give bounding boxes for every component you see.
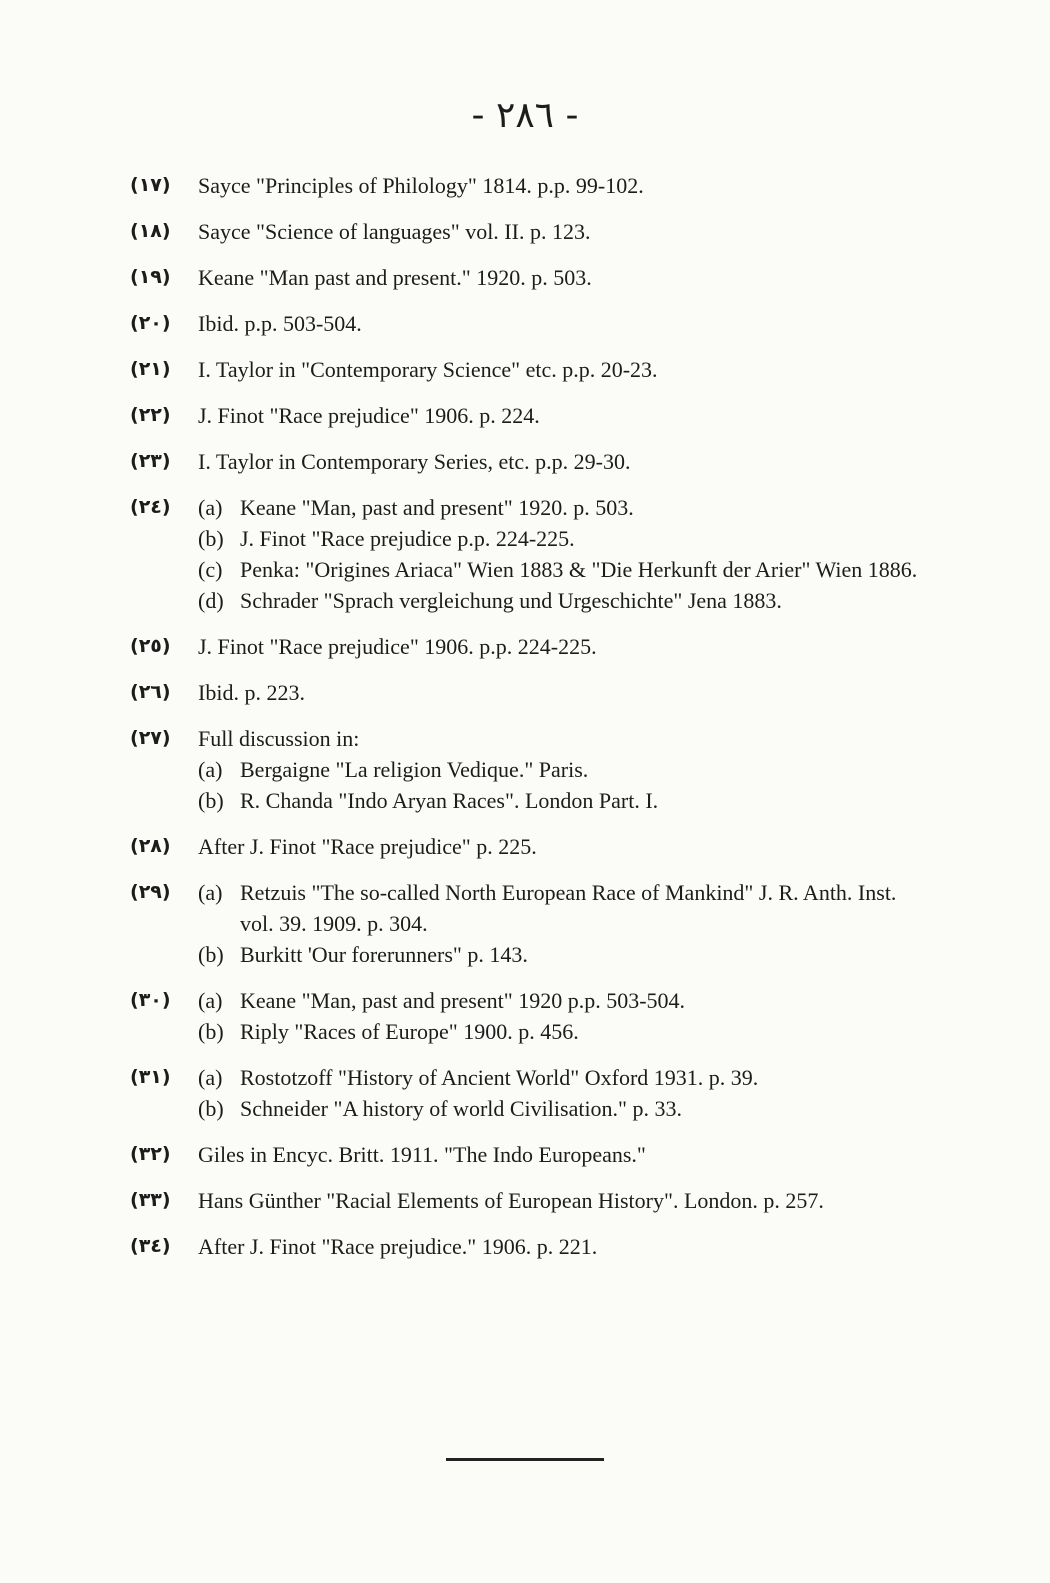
sub-item-label: (b) xyxy=(198,788,224,813)
footnote-number: (٢٥) xyxy=(130,635,171,657)
footnote-number: (٢٢) xyxy=(130,404,171,426)
sub-item-text: Riply "Races of Europe" 1900. p. 456. xyxy=(240,1019,579,1044)
footnote-item xyxy=(130,1231,930,1262)
footnote-item xyxy=(130,985,930,1047)
footnote-sub-item xyxy=(198,754,930,785)
sub-item-label: (a) xyxy=(198,988,223,1013)
footnote-sub-item xyxy=(198,492,930,523)
footnote-number: (٢١) xyxy=(130,358,171,380)
footnote-item xyxy=(130,492,930,616)
sub-item-label: (a) xyxy=(198,495,223,520)
footnote-sub-item xyxy=(198,1016,930,1047)
footnote-number: (٢٦) xyxy=(130,681,171,703)
footnote-text: J. Finot "Race prejudice" 1906. p.p. 224-225. xyxy=(198,634,597,659)
footnote-sub-item xyxy=(198,939,930,970)
sub-item-text: Keane "Man, past and present" 1920 p.p. 503-504. xyxy=(240,988,686,1013)
footnote-text: I. Taylor in "Contemporary Science" etc. p.p. 20-23. xyxy=(198,357,658,382)
footnote-text: After J. Finot "Race prejudice" p. 225. xyxy=(198,834,537,859)
footnote-item xyxy=(130,170,930,201)
footnote-sub-item xyxy=(198,585,930,616)
footnote-number: (٣٤) xyxy=(130,1235,171,1257)
footnote-item xyxy=(130,354,930,385)
sub-item-text: J. Finot "Race prejudice p.p. 224-225. xyxy=(240,526,575,551)
sub-item-text: Schneider "A history of world Civilisation." p. 33. xyxy=(240,1096,683,1121)
footnote-item xyxy=(130,1139,930,1170)
sub-item-text: Schrader "Sprach vergleichung und Urgeschichte" Jena 1883. xyxy=(240,588,782,613)
footnote-number: (٣٢) xyxy=(130,1143,171,1165)
footnote-text: Full discussion in: xyxy=(198,726,360,751)
footnote-item xyxy=(130,308,930,339)
sub-item-label: (c) xyxy=(198,557,223,582)
footnote-item xyxy=(130,677,930,708)
footnote-text: I. Taylor in Contemporary Series, etc. p.p. 29-30. xyxy=(198,449,631,474)
footnote-item xyxy=(130,631,930,662)
footnote-number: (٢٧) xyxy=(130,727,171,749)
footnote-sub-item xyxy=(198,985,930,1016)
sub-item-label: (b) xyxy=(198,1019,224,1044)
footnote-sub-item xyxy=(198,877,930,939)
footnote-sub-item xyxy=(198,523,930,554)
footnote-sub-item xyxy=(198,1093,930,1124)
footnote-item xyxy=(130,723,930,816)
sub-item-label: (a) xyxy=(198,757,223,782)
footnote-number: (٣١) xyxy=(130,1066,171,1088)
sub-item-text: Keane "Man, past and present" 1920. p. 503. xyxy=(240,495,634,520)
page-number: - ٢٨٦ - xyxy=(471,95,579,136)
footnote-number: (١٨) xyxy=(130,220,171,242)
end-rule xyxy=(446,1458,604,1461)
footnote-text: Hans Günther "Racial Elements of European History". London. p. 257. xyxy=(198,1188,824,1213)
footnote-text: Sayce "Science of languages" vol. II. p. 123. xyxy=(198,219,591,244)
footnote-item xyxy=(130,262,930,293)
footnote-number: (٣٠) xyxy=(130,989,171,1011)
footnote-text: Sayce "Principles of Philology" 1814. p.p. 99-102. xyxy=(198,173,644,198)
sub-item-text: Burkitt 'Our forerunners" p. 143. xyxy=(240,942,528,967)
footnote-number: (١٩) xyxy=(130,266,171,288)
sub-item-text: Bergaigne "La religion Vedique." Paris. xyxy=(240,757,589,782)
footnote-item xyxy=(130,1062,930,1124)
sub-item-label: (b) xyxy=(198,526,224,551)
footnote-number: (٢٩) xyxy=(130,881,171,903)
sub-item-text: Rostotzoff "History of Ancient World" Oxford 1931. p. 39. xyxy=(240,1065,759,1090)
footnote-text: Ibid. p.p. 503-504. xyxy=(198,311,362,336)
footnote-sub-item xyxy=(198,554,930,585)
footnote-item xyxy=(130,831,930,862)
footnote-item xyxy=(130,216,930,247)
footnote-item xyxy=(130,1185,930,1216)
sub-item-text: Retzuis "The so-called North European Race of Mankind" J. R. Anth. Inst. vol. 39. 1909. p. 304. xyxy=(240,880,897,936)
sub-item-label: (a) xyxy=(198,880,223,905)
footnote-sub-item xyxy=(198,785,930,816)
footnote-text: J. Finot "Race prejudice" 1906. p. 224. xyxy=(198,403,540,428)
footnote-text: Giles in Encyc. Britt. 1911. "The Indo Europeans." xyxy=(198,1142,646,1167)
footnote-item xyxy=(130,400,930,431)
footnote-text: After J. Finot "Race prejudice." 1906. p. 221. xyxy=(198,1234,598,1259)
footnote-number: (٢٣) xyxy=(130,450,171,472)
footnote-text: Ibid. p. 223. xyxy=(198,680,305,705)
footnote-number: (٢٤) xyxy=(130,496,171,518)
footnote-number: (٣٣) xyxy=(130,1189,171,1211)
footnote-sub-item xyxy=(198,1062,930,1093)
footnote-item xyxy=(130,877,930,970)
sub-item-label: (d) xyxy=(198,588,224,613)
footnote-text: Keane "Man past and present." 1920. p. 503. xyxy=(198,265,592,290)
footnote-item xyxy=(130,446,930,477)
footnote-list xyxy=(130,170,930,1277)
sub-item-text: R. Chanda "Indo Aryan Races". London Part. I. xyxy=(240,788,659,813)
footnote-number: (٢٠) xyxy=(130,312,171,334)
sub-item-text: Penka: "Origines Ariaca" Wien 1883 & "Die Herkunft der Arier" Wien 1886. xyxy=(240,557,918,582)
footnote-number: (١٧) xyxy=(130,174,171,196)
sub-item-label: (a) xyxy=(198,1065,223,1090)
footnote-number: (٢٨) xyxy=(130,835,171,857)
sub-item-label: (b) xyxy=(198,1096,224,1121)
sub-item-label: (b) xyxy=(198,942,224,967)
